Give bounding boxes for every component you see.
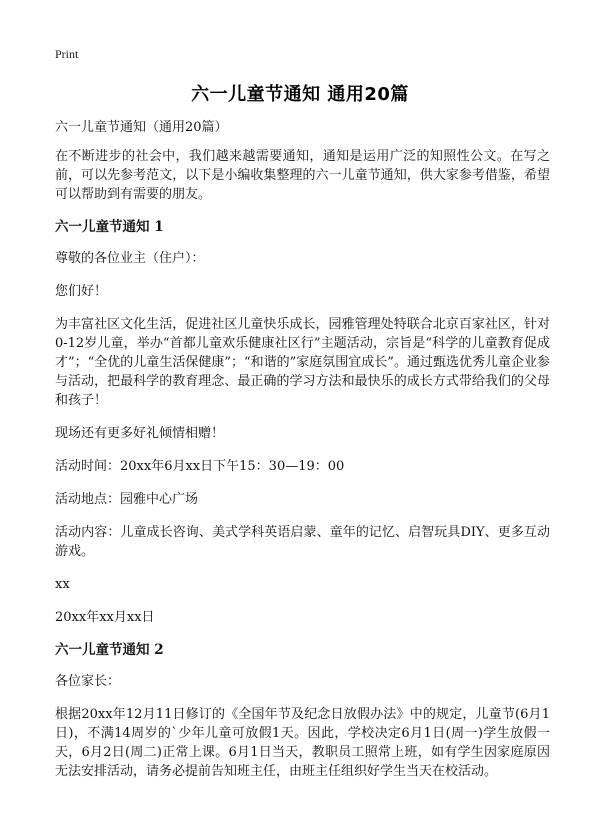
section-1-greeting: 尊敬的各位业主（住户）： xyxy=(55,251,205,266)
section-1-place: 活动地点：园雅中心广场 xyxy=(55,492,199,507)
section-1-content: 活动内容：儿童成长咨询、美式学科英语启蒙、童年的记忆、启智玩具DIY、更多互动游戏。 xyxy=(55,525,550,559)
section-1-gifts: 现场还有更多好礼倾情相赠！ xyxy=(55,426,225,441)
section-1-date: 20xx年xx月xx日 xyxy=(55,610,155,625)
print-label: Print xyxy=(55,47,79,61)
section-2-greeting: 各位家长： xyxy=(55,674,121,689)
section-heading-2: 六一儿童节通知 2 xyxy=(55,642,164,658)
section-1-time: 活动时间：20xx年6月xx日下午15：30—19：00 xyxy=(55,459,345,474)
section-1-signer: xx xyxy=(55,577,70,592)
intro-paragraph: 在不断进步的社会中，我们越来越需要通知，通知是运用广泛的知照性公文。在写之前，可以先参考范文，以下是小编收集整理的六一儿童节通知，供大家参考借鉴，希望可以帮助到有需要的朋友。 xyxy=(55,149,550,202)
section-1-hello: 您们好！ xyxy=(55,284,108,299)
section-heading-1: 六一儿童节通知 1 xyxy=(55,219,164,235)
section-1-body: 为丰富社区文化生活，促进社区儿童快乐成长，园雅管理处特联合北京百家社区，针对0-12岁儿童，举办“首都儿童欢乐健康社区行”主题活动，宗旨是“科学的儿童教育促成才”；“全优的儿童生活保健康”；“和谐的”家庭氛围宜成长”。通过甄选优秀儿童企业参与活动，把最科学的教育理念、最正确的学习方法和最快乐的成长方式带给我们的父母和孩子！ xyxy=(55,317,550,408)
document-subtitle: 六一儿童节通知（通用20篇） xyxy=(55,120,228,135)
document-title: 六一儿童节通知 通用20篇 xyxy=(191,84,409,105)
document-body xyxy=(55,118,550,795)
section-2-body: 根据20xx年12月11日修订的《全国年节及纪念日放假办法》中的规定，儿童节(6月1日)，不满14周岁的`少年儿童可放假1天。因此，学校决定6月1日(周一)学生放假一天，6月2日(周二)正常上课。6月1日当天，教职员工照常上班，如有学生因家庭原因无法安排活动，请务必提前告知班主任，由班主任组织好学生当天在校活动。 xyxy=(55,707,550,779)
